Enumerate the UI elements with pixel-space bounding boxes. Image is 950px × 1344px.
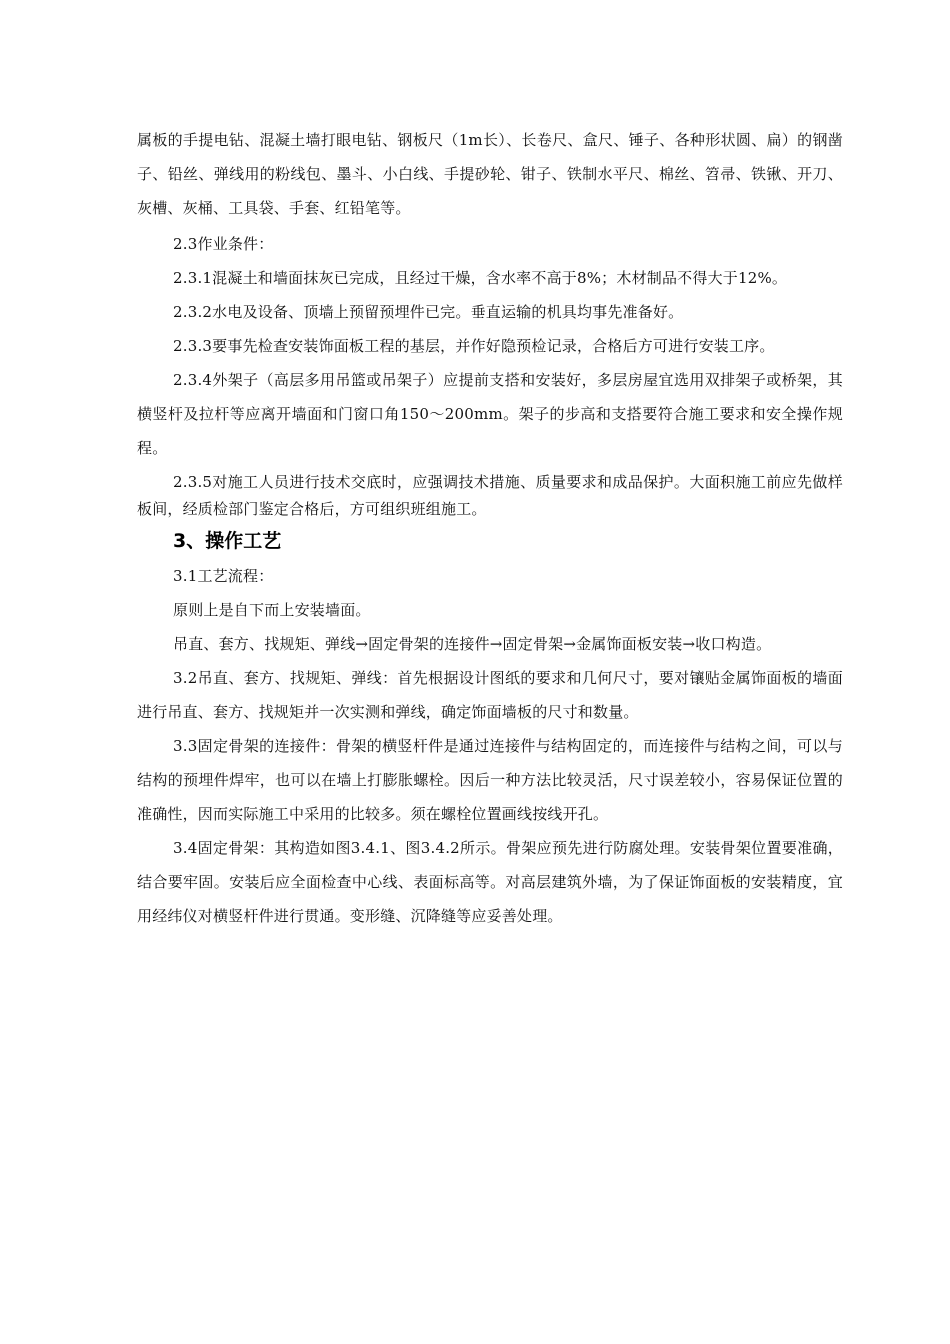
section-3-1-flow: 吊直、套方、找规矩、弹线→固定骨架的连接件→固定骨架→金属饰面板安装→收口构造。 <box>173 635 772 653</box>
section-3-1-title: 3.1工艺流程： <box>173 567 274 585</box>
section-2-3-1: 2.3.1混凝土和墙面抹灰已完成，且经过干燥，含水率不高于8%；木材制品不得大于12%。 <box>173 269 788 287</box>
section-2-3-4: 2.3.4外架子（高层多用吊篮或吊架子）应提前支搭和安装好，多层房屋宜选用双排架子或桥架，其横竖杆及拉杆等应离开墙面和门窗口角150～200mm。架子的步高和支搭要符合施工要求和安全操作规程。 <box>137 371 843 457</box>
section-3-1-principle: 原则上是自下而上安装墙面。 <box>173 601 371 619</box>
section-2-3-2: 2.3.2水电及设备、顶墙上预留预埋件已完。垂直运输的机具均事先准备好。 <box>173 303 684 321</box>
section-2-3-3: 2.3.3要事先检查安装饰面板工程的基层，并作好隐预检记录，合格后方可进行安装工序。 <box>173 337 775 355</box>
document-body <box>137 123 843 933</box>
section-3-3: 3.3固定骨架的连接件：骨架的横竖杆件是通过连接件与结构固定的，而连接件与结构之间，可以与结构的预埋件焊牢，也可以在墙上打膨胀螺栓。因后一种方法比较灵活，尺寸误差较小，容易保证位置的准确性，因而实际施工中采用的比较多。须在螺栓位置画线按线开孔。 <box>137 737 843 823</box>
section-2-3-5: 2.3.5对施工人员进行技术交底时，应强调技术措施、质量要求和成品保护。大面积施工前应先做样板间，经质检部门鉴定合格后，方可组织班组施工。 <box>137 473 843 518</box>
heading-section-3: 3、操作工艺 <box>173 530 282 552</box>
section-3-2: 3.2吊直、套方、找规矩、弹线：首先根据设计图纸的要求和几何尺寸，要对镶贴金属饰面板的墙面进行吊直、套方、找规矩并一次实测和弹线，确定饰面墙板的尺寸和数量。 <box>137 669 843 721</box>
paragraph-tools-continued: 属板的手提电钻、混凝土墙打眼电钻、钢板尺（1m长）、长卷尺、盒尺、锤子、各种形状圆、扁）的钢凿子、铅丝、弹线用的粉线包、墨斗、小白线、手提砂轮、钳子、铁制水平尺、棉丝、笤帚、铁锹、开刀、灰槽、灰桶、工具袋、手套、红铅笔等。 <box>137 131 843 217</box>
section-2-3-title: 2.3作业条件： <box>173 235 274 253</box>
section-3-4: 3.4固定骨架：其构造如图3.4.1、图3.4.2所示。骨架应预先进行防腐处理。安装骨架位置要准确，结合要牢固。安装后应全面检查中心线、表面标高等。对高层建筑外墙，为了保证饰面板的安装精度，宜用经纬仪对横竖杆件进行贯通。变形缝、沉降缝等应妥善处理。 <box>137 839 843 925</box>
